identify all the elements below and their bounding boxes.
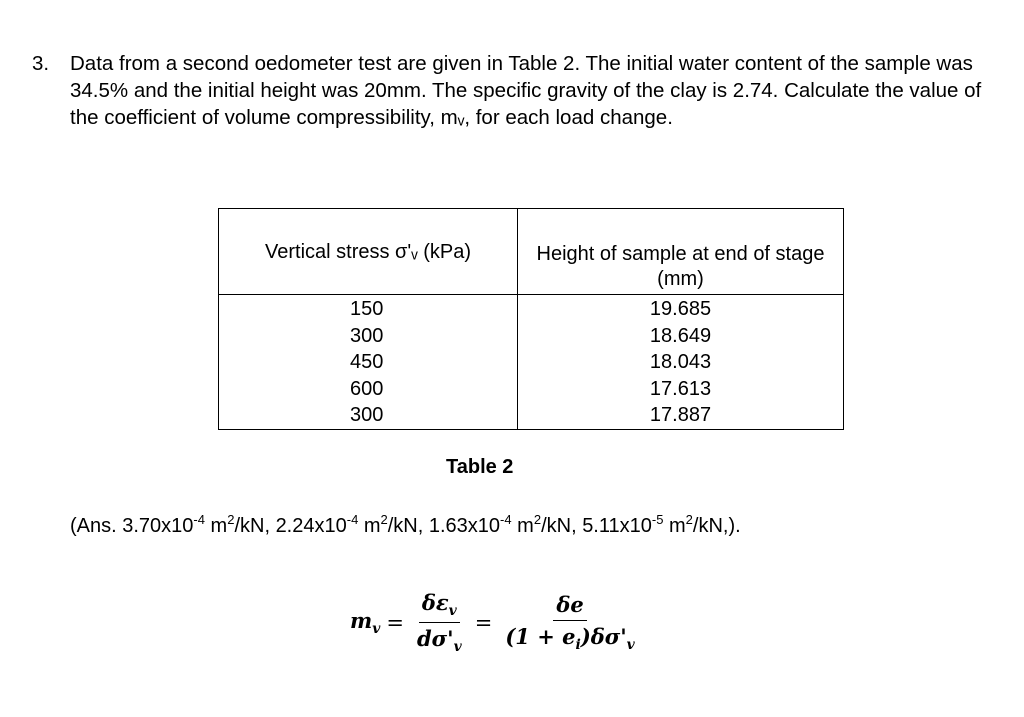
- height-value: 18.043: [649, 351, 712, 373]
- table-header-row: [219, 209, 844, 295]
- answer-unit-exponent: 2: [380, 512, 388, 527]
- answer-unit: m: [663, 515, 686, 537]
- answer-line: [70, 512, 741, 538]
- stress-subscript: v: [626, 637, 635, 653]
- answer-suffix: ).: [728, 515, 741, 537]
- data-table: [218, 208, 844, 430]
- question-text: Data from a second oedometer test are given in Table 2. The initial water content of the sample was 34.5% and the initial height was 20mm. The specific gravity of the clay is 2.74. Calculate the value of the coefficient of volume compressibility, mᵥ, for each load change.: [70, 52, 982, 129]
- height-value: 17.887: [649, 404, 712, 426]
- answer-unit-rest: /kN,: [541, 515, 583, 537]
- answer-exponent: -4: [500, 512, 512, 527]
- stress-value: 300: [350, 324, 384, 347]
- strain-fraction-denominator: [414, 623, 465, 655]
- table-caption: Table 2: [446, 456, 514, 478]
- answer-value: 5.11x10: [582, 515, 652, 537]
- formula-lhs-symbol: m: [350, 608, 373, 633]
- height-value: 17.613: [649, 377, 712, 400]
- initial-subscript: i: [575, 637, 581, 653]
- answer-exponent: -5: [651, 512, 664, 527]
- answer-unit-exponent: 2: [685, 512, 693, 527]
- void-ratio-fraction-numerator: δe: [553, 592, 586, 621]
- answer-value: 2.24x10: [275, 515, 347, 537]
- table-row: [219, 295, 844, 430]
- question: [32, 50, 992, 131]
- height-value: 18.649: [649, 324, 712, 347]
- formula-lhs: [350, 608, 380, 637]
- strain-symbol: δε: [421, 590, 449, 615]
- answer-unit-rest: /kN,: [692, 515, 729, 537]
- denominator-part-b: )δσ': [580, 624, 627, 649]
- strain-fraction-numerator: [419, 590, 460, 623]
- answer-unit-rest: /kN,: [387, 515, 429, 537]
- answer-unit: m: [358, 515, 381, 537]
- denominator-part-a: (1 + e: [505, 624, 576, 649]
- stress-value: 300: [350, 404, 384, 426]
- stress-subscript: v: [453, 639, 462, 655]
- formula-equals: =: [474, 610, 493, 635]
- height-value: 19.685: [649, 298, 712, 320]
- height-column: [518, 295, 844, 430]
- stress-value: 600: [350, 377, 384, 400]
- strain-fraction: [414, 590, 465, 655]
- void-ratio-fraction-denominator: [502, 621, 637, 653]
- answer-exponent: -4: [346, 512, 359, 527]
- stress-column: [219, 295, 518, 430]
- formula-equals: =: [386, 610, 404, 635]
- answer-value: 3.70x10: [122, 515, 194, 537]
- answer-unit-rest: /kN,: [234, 515, 276, 537]
- header-sample-height: Height of sample at end of stage (mm): [518, 209, 844, 295]
- answer-unit-exponent: 2: [227, 512, 235, 527]
- answer-exponent: -4: [193, 512, 205, 527]
- answer-unit: m: [204, 515, 228, 537]
- void-ratio-fraction: [502, 592, 637, 653]
- strain-subscript: v: [448, 603, 457, 619]
- mv-formula: [350, 590, 642, 655]
- stress-symbol: dσ': [416, 626, 454, 651]
- stress-value: 150: [350, 298, 384, 320]
- answer-value: 1.63x10: [428, 515, 501, 537]
- answer-unit: m: [511, 515, 534, 537]
- header-vertical-stress: Vertical stress σ'ᵥ (kPa): [219, 209, 518, 295]
- answer-unit-exponent: 2: [533, 512, 542, 527]
- answer-prefix: (Ans.: [70, 515, 123, 537]
- stress-value: 450: [350, 351, 384, 373]
- question-number: 3.: [32, 52, 50, 75]
- formula-lhs-subscript: v: [372, 621, 381, 637]
